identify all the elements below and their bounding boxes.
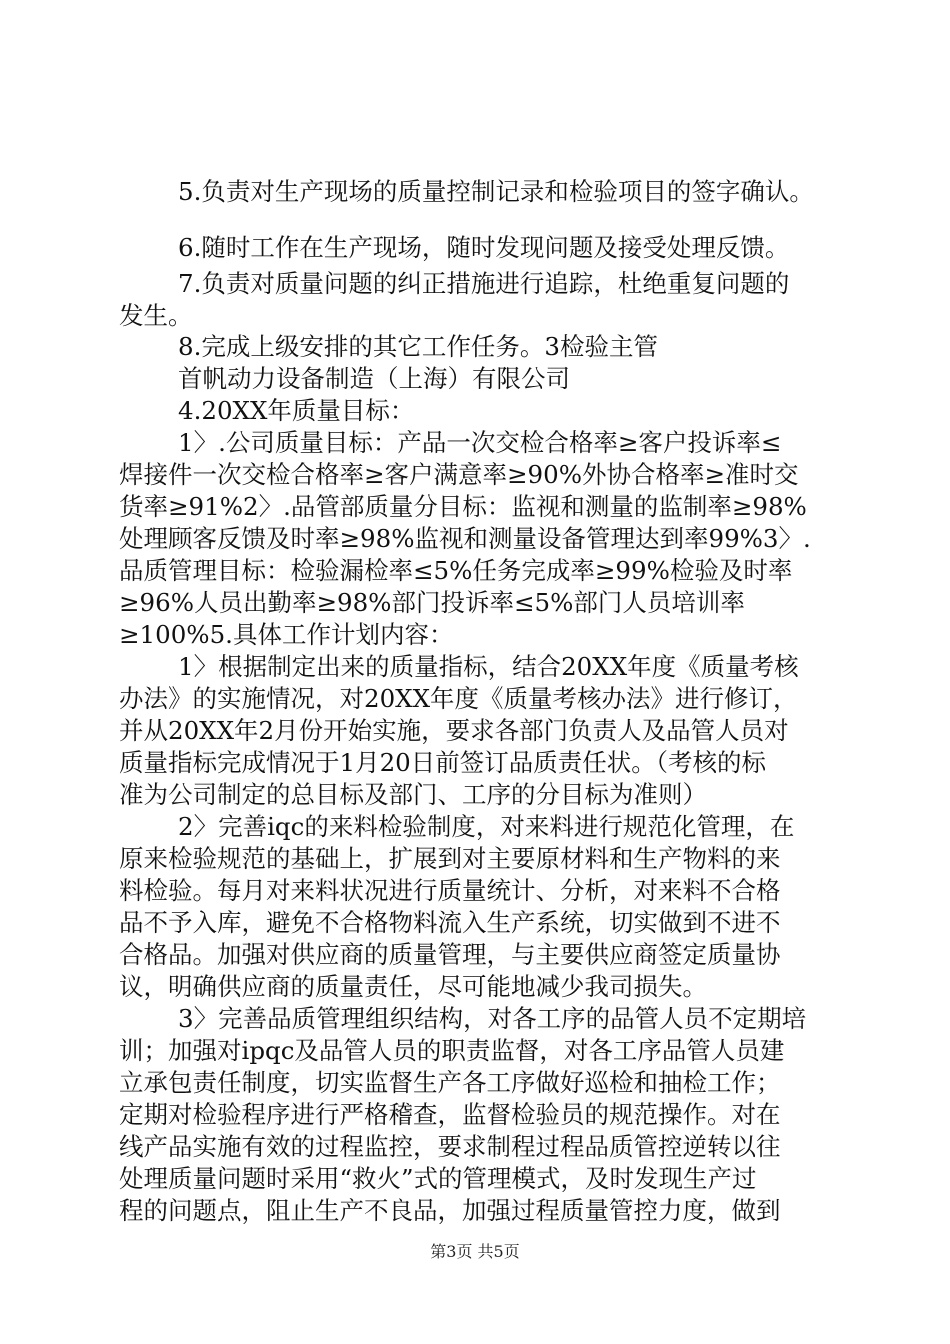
text-line: 立承包责任制度，切实监督生产各工序做好巡检和抽检工作； <box>119 1068 781 1097</box>
text-line: 准为公司制定的总目标及部门、工序的分目标为准则） <box>119 780 707 809</box>
text-line: 5.负责对生产现场的质量控制记录和检验项目的签字确认。 <box>178 177 814 206</box>
text-line: 质量指标完成情况于1月20日前签订品质责任状。（考核的标 <box>119 748 767 777</box>
text-line: 训；加强对ipqc及品管人员的职责监督，对各工序品管人员建 <box>119 1036 785 1065</box>
text-line: 原来检验规范的基础上，扩展到对主要原材料和生产物料的来 <box>119 844 781 873</box>
text-line: 处理顾客反馈及时率≥98%监视和测量设备管理达到率99%3〉. <box>119 524 811 553</box>
text-line: 3〉完善品质管理组织结构，对各工序的品管人员不定期培 <box>178 1004 807 1033</box>
text-line: 首帆动力设备制造（上海）有限公司 <box>178 364 570 393</box>
text-line: 6.随时工作在生产现场，随时发现问题及接受处理反馈。 <box>178 233 790 262</box>
text-line: 货率≥91%2〉.品管部质量分目标：监视和测量的监制率≥98% <box>119 492 807 521</box>
page-number: 第3页 共5页 <box>430 1242 520 1261</box>
text-line: 发生。 <box>119 301 193 330</box>
text-line: 2〉完善iqc的来料检验制度，对来料进行规范化管理，在 <box>178 812 795 841</box>
text-line: 议，明确供应商的质量责任，尽可能地减少我司损失。 <box>119 972 707 1001</box>
text-line: 品质管理目标：检验漏检率≤5%任务完成率≥99%检验及时率 <box>119 556 793 585</box>
text-line: 7.负责对质量问题的纠正措施进行追踪，杜绝重复问题的 <box>178 269 790 298</box>
text-line: 1〉.公司质量目标：产品一次交检合格率≥客户投诉率≤ <box>178 428 782 457</box>
text-line: 1〉根据制定出来的质量指标，结合20XX年度《质量考核 <box>178 652 799 681</box>
text-line: 线产品实施有效的过程监控，要求制程过程品质管控逆转以往 <box>119 1132 781 1161</box>
text-line: 程的问题点，阻止生产不良品，加强过程质量管控力度，做到 <box>119 1196 781 1225</box>
text-line: 8.完成上级安排的其它工作任务。3检验主管 <box>178 332 658 361</box>
text-line: ≥96%人员出勤率≥98%部门投诉率≤5%部门人员培训率 <box>119 588 745 617</box>
text-line: 并从20XX年2月份开始实施，要求各部门负责人及品管人员对 <box>119 716 789 745</box>
text-line: 合格品。加强对供应商的质量管理，与主要供应商签定质量协 <box>119 940 781 969</box>
text-line: 办法》的实施情况，对20XX年度《质量考核办法》进行修订， <box>119 684 798 713</box>
text-line: 焊接件一次交检合格率≥客户满意率≥90%外协合格率≥准时交 <box>119 460 799 489</box>
text-line: 处理质量问题时采用“救火”式的管理模式，及时发现生产过 <box>119 1164 757 1193</box>
text-line: 定期对检验程序进行严格稽查，监督检验员的规范操作。对在 <box>119 1100 781 1129</box>
text-line: ≥100%5.具体工作计划内容： <box>119 620 454 649</box>
text-line: 4.20XX年质量目标： <box>178 396 415 425</box>
text-line: 料检验。每月对来料状况进行质量统计、分析，对来料不合格 <box>119 876 781 905</box>
text-line: 品不予入库，避免不合格物料流入生产系统，切实做到不进不 <box>119 908 781 937</box>
